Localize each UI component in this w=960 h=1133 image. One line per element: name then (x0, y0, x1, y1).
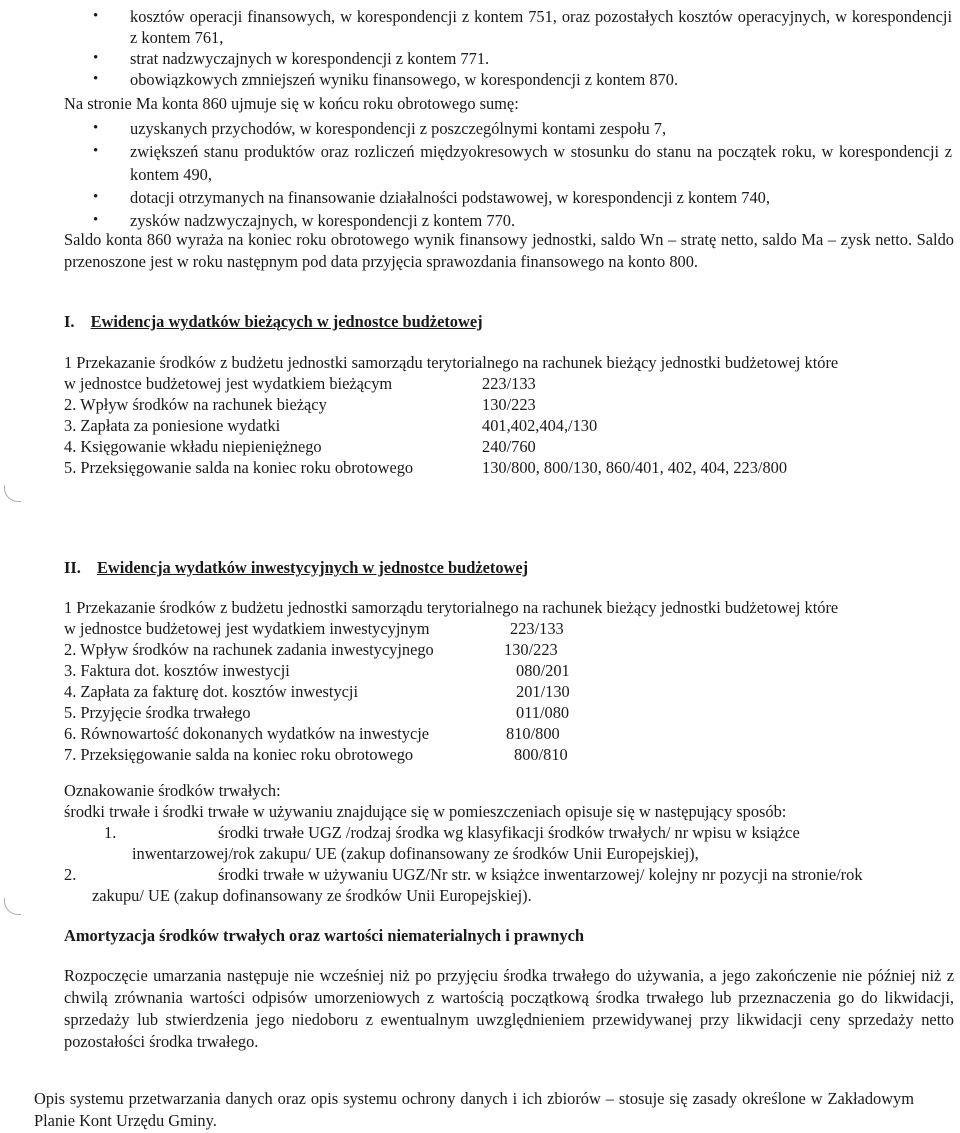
opis-paragraph: Opis systemu przetwarzania danych oraz opis systemu ochrony danych i ich zbiorów – stosuje się zasady określone w Zakładowym Planie Kont Urzędu Gminy. (34, 1089, 914, 1130)
amortyzacja-heading: Amortyzacja środków trwałych oraz wartości niematerialnych i prawnych (64, 926, 585, 945)
list-item: • zysków nadzwyczajnych, w korespondencji z kontem 770. (0, 209, 960, 232)
table-row: 4. Zapłata za fakturę dot. kosztów inwestycji 201/130 (64, 682, 570, 701)
list-item: • dotacji otrzymanych na finansowanie działalności podstawowej, w korespondencji z kontem 740, (0, 186, 960, 209)
table-row: 3. Faktura dot. kosztów inwestycji 080/201 (64, 661, 570, 680)
list-item: • strat nadzwyczajnych w korespondencji z kontem 771. (0, 48, 960, 69)
item-text-continuation: zakupu/ UE (zakup dofinansowany ze środków Unii Europejskiej). (92, 886, 532, 905)
saldo-paragraph: Saldo konta 860 wyraża na koniec roku obrotowego wynik finansowy jednostki, saldo Wn – stratę netto, saldo Ma – zysk netto. Saldo przenoszone jest w roku następnym pod data przyjęcia sprawozdania finansowego na konto 800. (64, 230, 954, 271)
bullet-list-wn (0, 6, 960, 90)
list-item: • uzyskanych przychodów, w korespondencji z poszczególnymi kontami zespołu 7, (0, 117, 960, 140)
entry-intro: 1 Przekazanie środków z budżetu jednostki samorządu terytorialnego na rachunek bieżący jednostki budżetowej które (64, 598, 839, 617)
list-item: • obowiązkowych zmniejszeń wyniku finansowego, w korespondencji z kontem 870. (0, 69, 960, 90)
item-number: 1. (104, 823, 117, 842)
ma-intro: Na stronie Ma konta 860 ujmuje się w końcu roku obrotowego sumę: (64, 94, 519, 113)
oznakowanie-heading: Oznakowanie środków trwałych: (64, 781, 281, 800)
section-2-entries (64, 597, 954, 765)
table-row: 2. Wpływ środków na rachunek zadania inwestycyjnego 130/223 (64, 640, 558, 659)
section-2-number: II. (64, 558, 81, 577)
item-text: środki trwałe UGZ /rodzaj środka wg klasyfikacji środków trwałych/ nr wpisu w książce (218, 823, 800, 842)
oznakowanie-intro: środki trwałe i środki trwałe w używaniu znajdujące się w pomieszczeniach opisuje się w następujący sposób: (64, 802, 787, 821)
entry-intro: 1 Przekazanie środków z budżetu jednostki samorządu terytorialnego na rachunek bieżący jednostki budżetowej które (64, 353, 839, 372)
table-row: 7. Przeksięgowanie salda na koniec roku obrotowego 800/810 (64, 745, 568, 764)
table-row: 2. Wpływ środków na rachunek bieżący 130/223 (64, 395, 536, 414)
table-row: w jednostce budżetowej jest wydatkiem bieżącym 223/133 (64, 374, 536, 393)
section-2-heading (64, 557, 954, 578)
section-1-heading (64, 311, 954, 332)
item-text: środki trwałe w używaniu UGZ/Nr str. w książce inwentarzowej/ kolejny nr pozycji na stronie/rok (218, 865, 863, 884)
list-item: • zwiększeń stanu produktów oraz rozliczeń międzyokresowych w stosunku do stanu na początek roku, w korespondencji z kontem 490, (0, 140, 960, 186)
section-1-number: I. (64, 312, 75, 331)
item-text-continuation: inwentarzowej/rok zakupu/ UE (zakup dofinansowany ze środków Unii Europejskiej), (132, 844, 699, 863)
table-row: 3. Zapłata za poniesione wydatki 401,402,404,/130 (64, 416, 598, 435)
section-1-entries (64, 352, 954, 478)
table-row: 4. Księgowanie wkładu niepieniężnego 240/760 (64, 437, 536, 456)
margin-mark (4, 898, 21, 915)
section-2-title: Ewidencja wydatków inwestycyjnych w jednostce budżetowej (96, 558, 529, 577)
bullet-list-ma (0, 117, 960, 232)
amortyzacja-paragraph: Rozpoczęcie umarzania następuje nie wcześniej niż po przyjęciu środka trwałego do używania, a jego zakończenie nie później niż z chwilą zrównania wartości odpisów umorzeniowych z wartością początkową środka trwałego lub przeznaczenia go do likwidacji, sprzedaży lub stwierdzenia jego niedoboru z ewentualnym uwzględnieniem przewidywanej przy likwidacji ceny sprzedaży netto pozostałości środka trwałego. (64, 966, 954, 1051)
table-row: 5. Przeksięgowanie salda na koniec roku obrotowego 130/800, 800/130, 860/401, 402, 404, 223/800 (64, 458, 788, 477)
table-row: w jednostce budżetowej jest wydatkiem inwestycyjnym 223/133 (64, 619, 564, 638)
section-1-title: Ewidencja wydatków bieżących w jednostce budżetowej (90, 312, 483, 331)
table-row: 5. Przyjęcie środka trwałego 011/080 (64, 703, 570, 722)
list-item: • kosztów operacji finansowych, w korespondencji z kontem 751, oraz pozostałych kosztów operacyjnych, w korespondencji z kontem 761, (0, 6, 960, 48)
item-number: 2. (64, 865, 77, 884)
margin-mark (4, 485, 21, 502)
table-row: 6. Równowartość dokonanych wydatków na inwestycje 810/800 (64, 724, 560, 743)
